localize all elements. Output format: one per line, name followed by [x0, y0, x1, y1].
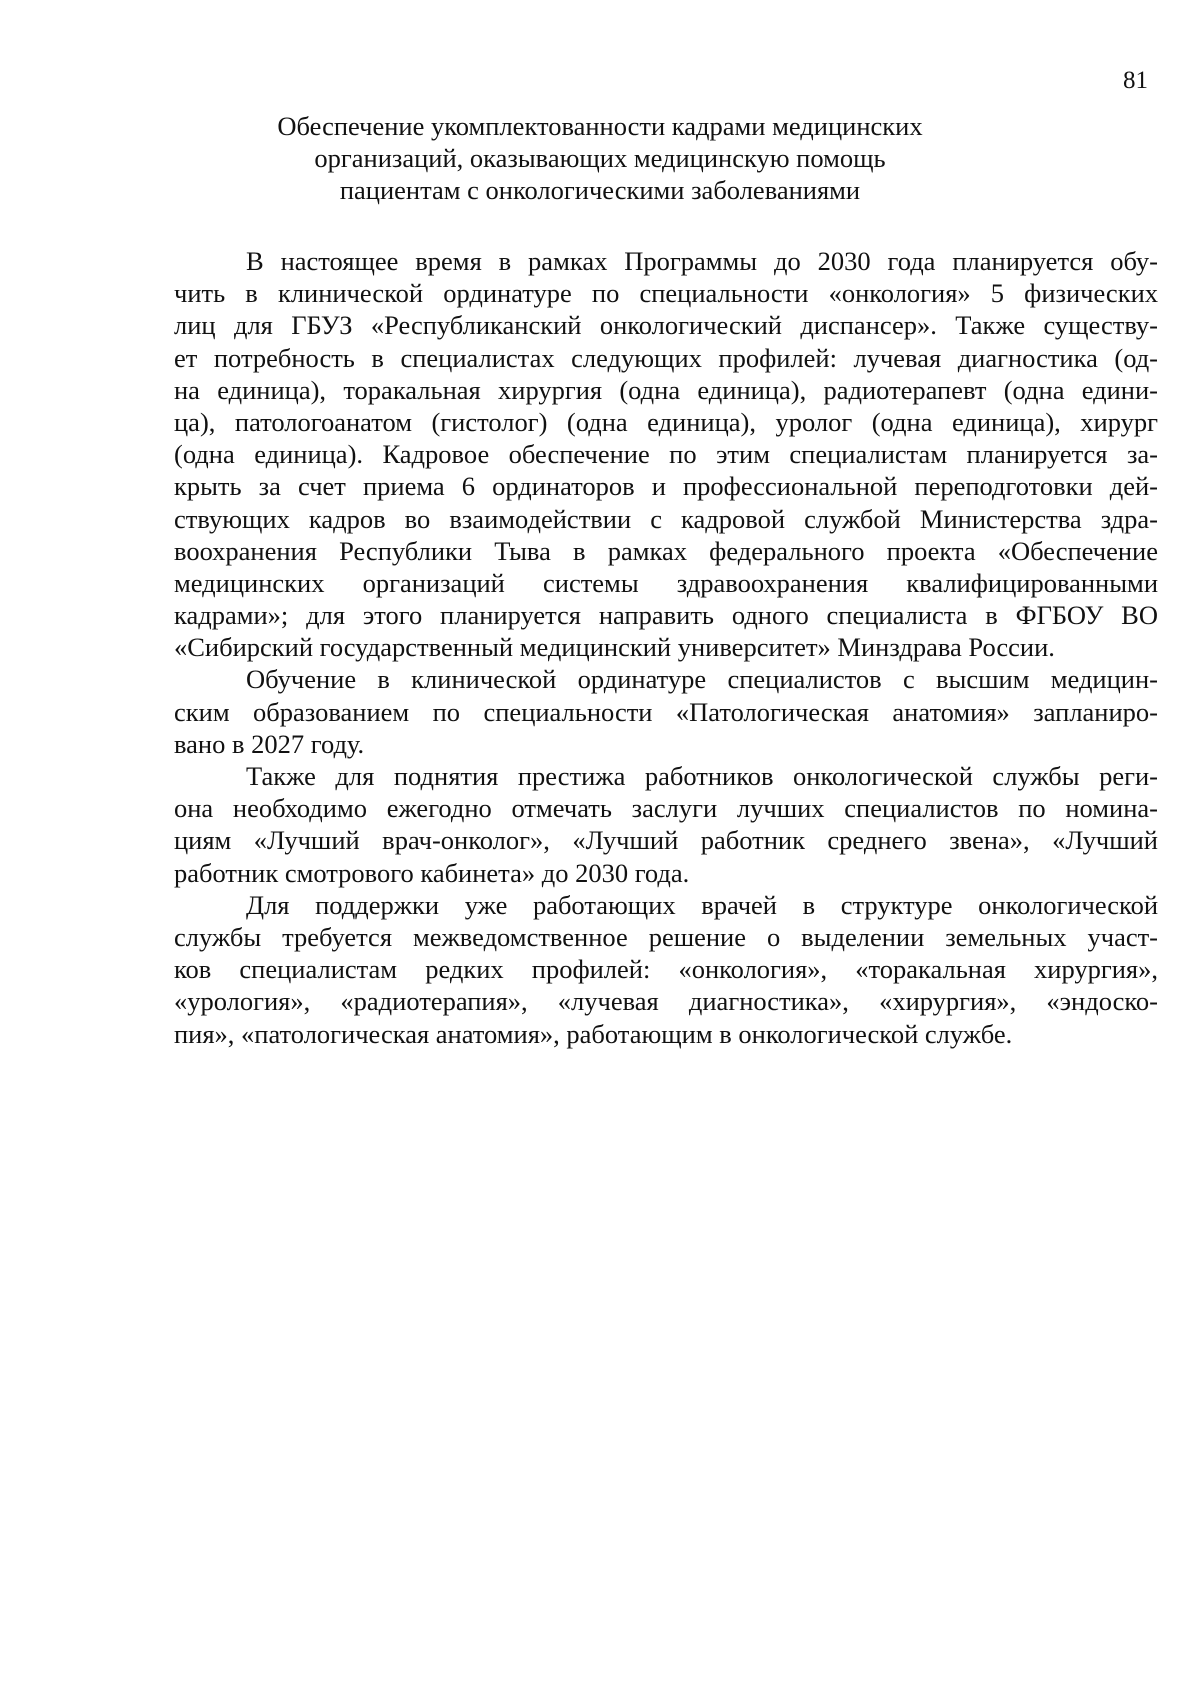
text-line: «Сибирский государственный медицинский университет» Минздрава России. — [174, 632, 1055, 663]
title-line: Обеспечение укомплектованности кадрами медицинских — [277, 111, 923, 141]
text-line: службы требуется межведомственное решение о выделении земельных участ- — [174, 921, 1158, 952]
title-line: организаций, оказывающих медицинскую помощь — [314, 143, 886, 173]
document-body — [174, 245, 1158, 1050]
text-line: она необходимо ежегодно отмечать заслуги лучших специалистов по номина- — [174, 793, 1158, 824]
text-line: медицинских организаций системы здравоохранения квалифицированными — [174, 567, 1158, 598]
paragraph — [174, 663, 1158, 760]
text-line: чить в клинической ординатуре по специальности «онкология» 5 физических — [174, 278, 1158, 309]
text-line: В настоящее время в рамках Программы до 2030 года планируется обу- — [246, 246, 1158, 276]
text-line: ет потребность в специалистах следующих профилей: лучевая диагностика (од- — [174, 342, 1158, 373]
text-line: лиц для ГБУЗ «Республиканский онкологический диспансер». Также существу- — [174, 310, 1158, 341]
text-line: Для поддержки уже работающих врачей в структуре онкологической — [246, 889, 1158, 920]
text-line: крыть за счет приема 6 ординаторов и профессиональной переподготовки дей- — [174, 471, 1158, 502]
paragraph — [174, 245, 1158, 663]
paragraph — [174, 760, 1158, 889]
text-line: пия», «патологическая анатомия», работающим в онкологической службе. — [174, 1018, 1013, 1049]
title-line: пациентам с онкологическими заболеваниями — [339, 175, 861, 205]
text-line: ков специалистам редких профилей: «онкология», «торакальная хирургия», — [174, 954, 1158, 985]
text-line: циям «Лучший врач-онколог», «Лучший работник среднего звена», «Лучший — [174, 825, 1158, 856]
text-line: на единица), торакальная хирургия (одна единица), радиотерапевт (одна едини- — [174, 374, 1158, 405]
text-line: Обучение в клинической ординатуре специалистов с высшим медицин- — [246, 664, 1158, 695]
paragraph — [174, 889, 1158, 1050]
text-line: (одна единица). Кадровое обеспечение по этим специалистам планируется за- — [174, 439, 1158, 470]
text-line: ца), патологоанатом (гистолог) (одна единица), уролог (одна единица), хирург — [174, 406, 1158, 437]
text-line: ствующих кадров во взаимодействии с кадровой службой Министерства здра- — [174, 503, 1158, 534]
text-line: ским образованием по специальности «Патологическая анатомия» запланиро- — [174, 696, 1158, 727]
document-title — [170, 110, 1030, 206]
text-line: вано в 2027 году. — [174, 728, 365, 759]
text-line: воохранения Республики Тыва в рамках федерального проекта «Обеспечение — [174, 535, 1158, 566]
text-line: Также для поднятия престижа работников онкологической службы реги- — [246, 761, 1158, 791]
page-number: 81 — [1123, 67, 1148, 94]
text-line: кадрами»; для этого планируется направить одного специалиста в ФГБОУ ВО — [174, 600, 1158, 631]
text-line: «урология», «радиотерапия», «лучевая диагностика», «хирургия», «эндоско- — [174, 986, 1158, 1017]
text-line: работник смотрового кабинета» до 2030 года. — [174, 857, 690, 888]
